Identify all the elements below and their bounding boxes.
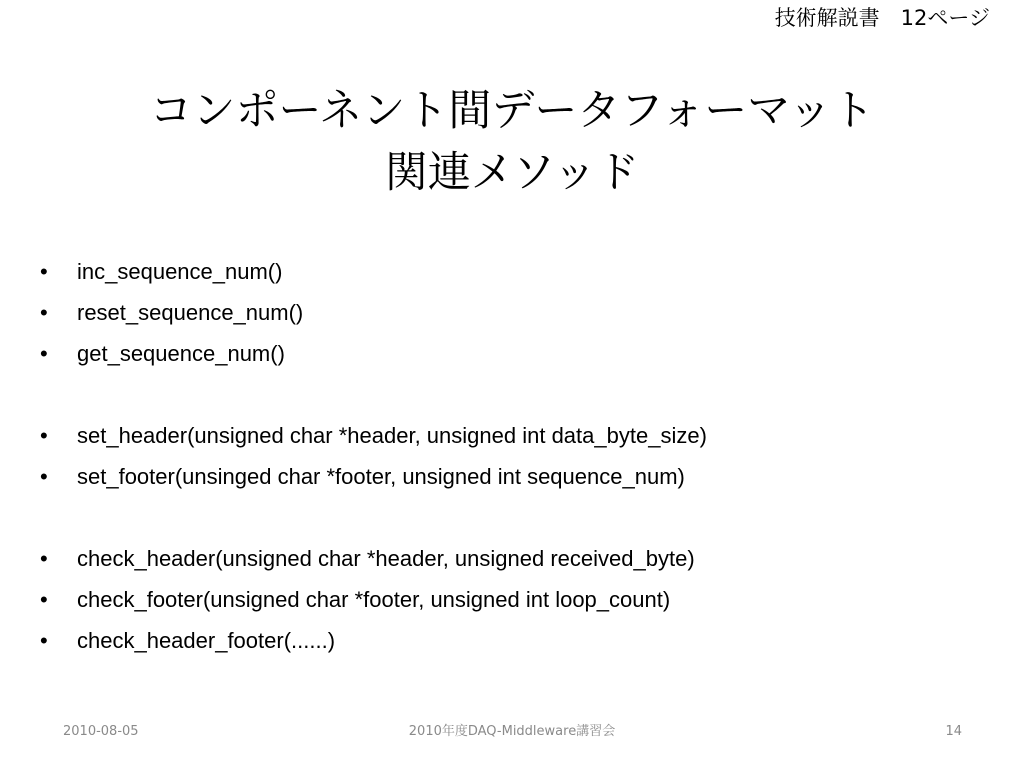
bullet-icon: • bbox=[40, 423, 48, 448]
list-item-text: inc_sequence_num() bbox=[77, 259, 283, 284]
bullet-icon: • bbox=[40, 341, 48, 366]
slide-title-line-1: コンポーネント間データフォーマット bbox=[149, 86, 875, 136]
bullet-icon: • bbox=[40, 300, 48, 325]
footer-date: 2010-08-05 bbox=[63, 724, 139, 739]
list-item bbox=[40, 415, 707, 456]
bullet-icon: • bbox=[40, 546, 48, 571]
list-item bbox=[40, 333, 707, 374]
list-item bbox=[40, 456, 707, 497]
list-item-text: set_header(unsigned char *header, unsigned int data_byte_size) bbox=[77, 423, 707, 448]
list-item-text: check_header(unsigned char *header, unsigned received_byte) bbox=[77, 546, 695, 571]
method-list bbox=[40, 251, 707, 661]
slide-title bbox=[0, 80, 1024, 204]
list-item bbox=[40, 251, 707, 292]
bullet-icon: • bbox=[40, 628, 48, 653]
footer-page-number: 14 bbox=[945, 724, 962, 739]
list-item bbox=[40, 538, 707, 579]
footer-event-name: 2010年度DAQ-Middleware講習会 bbox=[408, 724, 616, 739]
list-item-text: get_sequence_num() bbox=[77, 341, 285, 366]
list-item-text: check_header_footer(......) bbox=[77, 628, 336, 653]
corner-note: 技術解説書 12ページ bbox=[774, 6, 990, 30]
bullet-icon: • bbox=[40, 587, 48, 612]
bullet-icon: • bbox=[40, 464, 48, 489]
list-item-text: set_footer(unsinged char *footer, unsigned int sequence_num) bbox=[77, 464, 685, 489]
list-item-text: check_footer(unsigned char *footer, unsigned int loop_count) bbox=[77, 587, 671, 612]
bullet-icon: • bbox=[40, 259, 48, 284]
list-item bbox=[40, 292, 707, 333]
list-item-text: reset_sequence_num() bbox=[77, 300, 304, 325]
list-item bbox=[40, 620, 707, 661]
list-item bbox=[40, 579, 707, 620]
slide-title-line-2: 関連メソッド bbox=[384, 148, 640, 198]
